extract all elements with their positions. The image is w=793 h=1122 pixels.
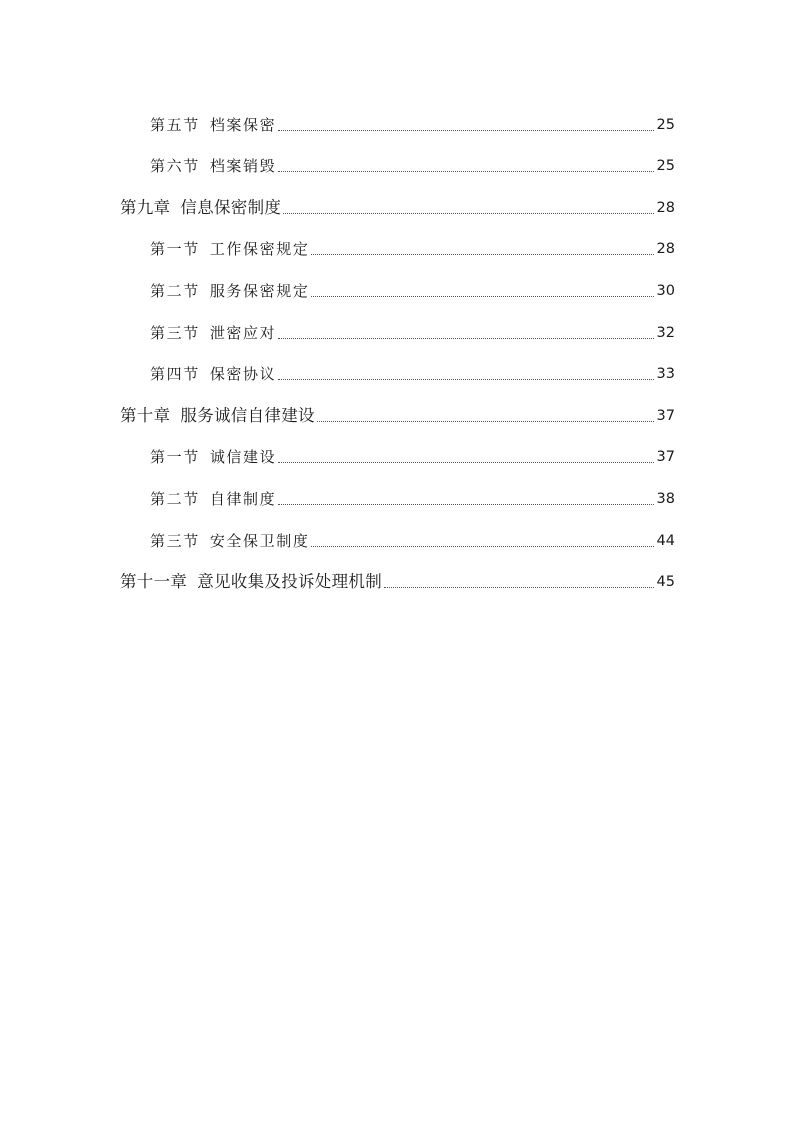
toc-entry-label: 第二节 [150,281,200,300]
toc-page-number: 30 [656,282,675,299]
toc-entry-label: 第五节 [150,115,200,134]
toc-page-number: 37 [656,449,675,466]
toc-entry-title [150,157,276,175]
toc-page-number: 28 [656,199,675,216]
dot-leader [278,504,653,505]
toc-entry[interactable] [120,474,675,516]
toc-entry-title [120,573,382,591]
toc-page-number: 28 [656,241,675,258]
toc-page-number: 37 [656,407,675,424]
toc-entry[interactable] [120,225,675,267]
toc-entry-title [150,365,276,383]
toc-entry-text: 意见收集及投诉处理机制 [197,572,383,592]
toc-page-number: 25 [656,116,675,133]
toc-entry-title [150,490,276,508]
dot-leader [283,213,653,214]
toc-page-number: 33 [656,366,675,383]
toc-entry[interactable] [120,516,675,558]
toc-entry-label: 第九章 [120,197,171,217]
dot-leader [278,130,653,131]
toc-entry-label: 第四节 [150,365,200,384]
toc-entry-text: 诚信建设 [209,448,277,467]
toc-entry-title [120,407,315,425]
toc-entry-text: 自律制度 [209,489,277,508]
toc-entry-label: 第一节 [150,448,200,467]
toc-entry-label: 第六节 [150,157,200,176]
toc-entry-title [150,324,276,342]
toc-page-number: 45 [656,574,675,591]
toc-entry-title [120,199,281,217]
toc-entry[interactable] [120,433,675,475]
dot-leader [317,421,654,422]
toc-entry-label: 第十章 [120,405,171,425]
toc-entry-text: 档案保密 [209,115,277,134]
toc-entry-text: 工作保密规定 [209,240,310,259]
toc-entry-label: 第三节 [150,531,200,550]
toc-entry-text: 档案销毁 [209,157,277,176]
toc-entry[interactable] [120,183,675,225]
dot-leader [311,546,653,547]
toc-page-number: 38 [656,490,675,507]
toc-entry-label: 第十一章 [120,572,188,592]
dot-leader [278,338,653,339]
table-of-contents [120,100,675,599]
dot-leader [278,171,653,172]
toc-page-number: 44 [656,532,675,549]
toc-entry[interactable] [120,142,675,184]
toc-entry-text: 泄密应对 [209,323,277,342]
toc-entry-title [150,240,309,258]
toc-page-number: 32 [656,324,675,341]
toc-entry-title [150,448,276,466]
toc-entry-text: 安全保卫制度 [209,531,310,550]
toc-entry-text: 保密协议 [209,365,277,384]
toc-entry-label: 第一节 [150,240,200,259]
toc-page-number: 25 [656,158,675,175]
toc-entry[interactable] [120,100,675,142]
toc-entry-title [150,282,309,300]
toc-entry-title [150,532,309,550]
toc-entry[interactable] [120,391,675,433]
toc-entry[interactable] [120,266,675,308]
toc-entry[interactable] [120,350,675,392]
dot-leader [384,587,654,588]
toc-entry[interactable] [120,558,675,600]
toc-entry[interactable] [120,308,675,350]
toc-entry-text: 信息保密制度 [180,197,282,217]
toc-entry-text: 服务保密规定 [209,281,310,300]
toc-entry-label: 第三节 [150,323,200,342]
toc-entry-text: 服务诚信自律建设 [180,405,315,425]
dot-leader [311,254,653,255]
dot-leader [278,379,653,380]
toc-entry-label: 第二节 [150,489,200,508]
toc-entry-title [150,116,276,134]
dot-leader [311,296,653,297]
dot-leader [278,462,653,463]
